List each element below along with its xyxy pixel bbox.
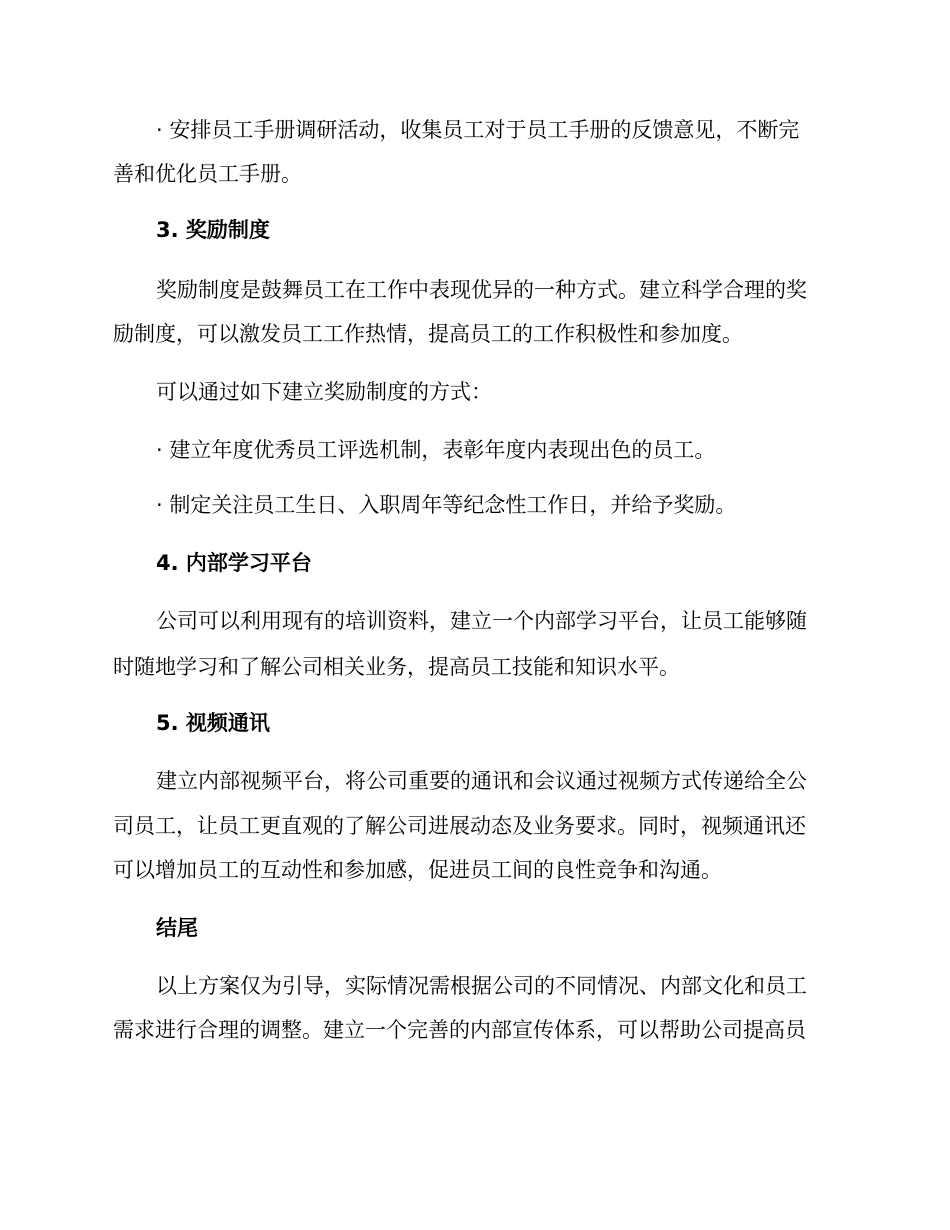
section-heading: 5. 视频通讯 <box>156 711 270 735</box>
section-heading: 4. 内部学习平台 <box>156 551 312 575</box>
bullet-line: · 制定关注员工生日、入职周年等纪念性工作日，并给予奖励。 <box>156 493 737 517</box>
section-heading: 3. 奖励制度 <box>156 218 270 242</box>
paragraph-line: 奖励制度是鼓舞员工在工作中表现优异的一种方式。建立科学合理的奖 <box>156 278 807 302</box>
section-heading: 结尾 <box>156 916 198 940</box>
paragraph-line: 司员工，让员工更直观的了解公司进展动态及业务要求。同时，视频通讯还 <box>113 814 806 838</box>
paragraph-line: 建立内部视频平台，将公司重要的通讯和会议通过视频方式传递给全公 <box>156 769 807 793</box>
bullet-line: · 建立年度优秀员工评选机制，表彰年度内表现出色的员工。 <box>156 438 716 462</box>
paragraph-line: 可以通过如下建立奖励制度的方式： <box>156 380 492 404</box>
bullet-line: · 安排员工手册调研活动，收集员工对于员工手册的反馈意见，不断完 <box>156 118 800 142</box>
paragraph-line: 需求进行合理的调整。建立一个完善的内部宣传体系，可以帮助公司提高员 <box>113 1018 806 1042</box>
paragraph-line: 善和优化员工手册。 <box>113 162 302 186</box>
paragraph-line: 时随地学习和了解公司相关业务，提高员工技能和知识水平。 <box>113 655 680 679</box>
paragraph-line: 可以增加员工的互动性和参加感，促进员工间的良性竞争和沟通。 <box>113 858 722 882</box>
paragraph-line: 公司可以利用现有的培训资料，建立一个内部学习平台，让员工能够随 <box>156 609 807 633</box>
paragraph-line: 励制度，可以激发员工工作热情，提高员工的工作积极性和参加度。 <box>113 322 743 346</box>
paragraph-line: 以上方案仅为引导，实际情况需根据公司的不同情况、内部文化和员工 <box>156 974 807 998</box>
